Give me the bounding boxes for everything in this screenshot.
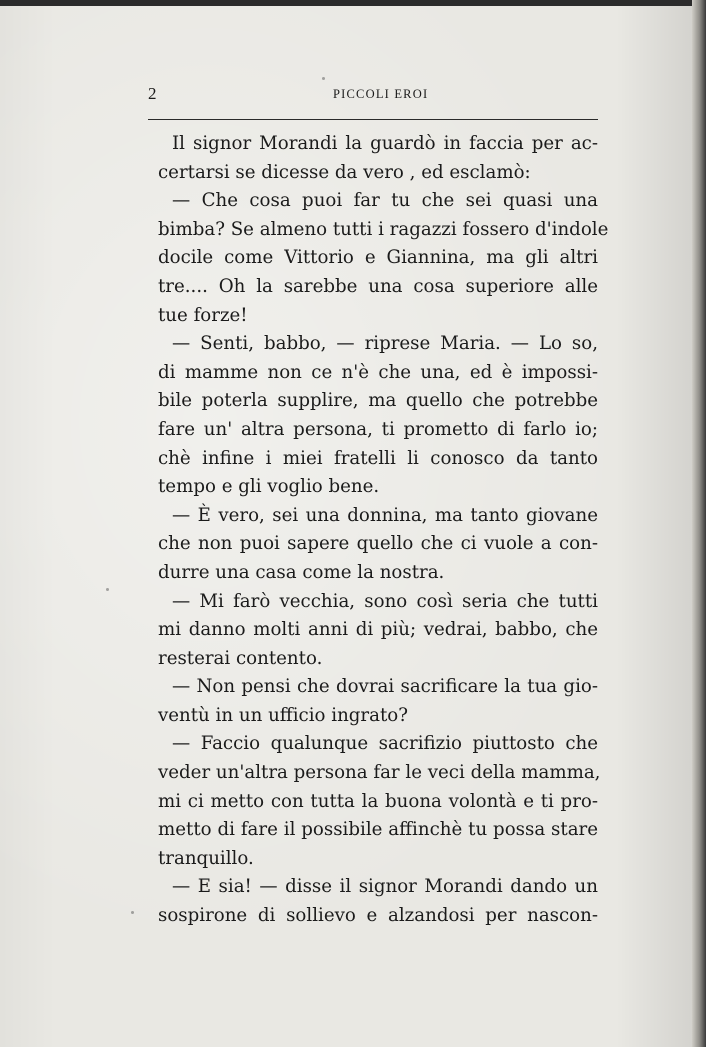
text-line: bimba? Se almeno tutti i ragazzi fossero d'indole xyxy=(158,218,609,240)
text-line: tue forze! xyxy=(158,304,248,326)
text-line: — Che cosa puoi far tu che sei quasi una xyxy=(172,190,598,212)
text-line: — Mi farò vecchia, sono così seria che tutti xyxy=(172,590,598,612)
text-line: veder un'altra persona far le veci della mamma, xyxy=(158,762,601,784)
text-line: — E sia! — disse il signor Morandi dando un xyxy=(172,876,598,898)
body-text xyxy=(158,130,609,931)
running-title: PICCOLI EROI xyxy=(333,87,429,101)
text-line: che non puoi sapere quello che ci vuole a con- xyxy=(158,533,598,555)
text-line: tempo e gli voglio bene. xyxy=(158,476,380,498)
header-rule xyxy=(148,119,598,120)
text-line: — Senti, babbo, — riprese Maria. — Lo so, xyxy=(172,333,598,355)
text-line: — È vero, sei una donnina, ma tanto giovane xyxy=(172,504,598,526)
text-line: di mamme non ce n'è che una, ed è impossi- xyxy=(158,361,598,383)
text-line: tre.... Oh la sarebbe una cosa superiore alle xyxy=(158,275,598,297)
text-line: ventù in un ufficio ingrato? xyxy=(158,704,408,726)
text-line: resterai contento. xyxy=(158,647,323,669)
text-line: durre una casa come la nostra. xyxy=(158,561,445,583)
text-line: fare un' altra persona, ti prometto di farlo io; xyxy=(158,418,598,440)
text-line: metto di fare il possibile affinchè tu possa stare xyxy=(158,819,598,841)
text-line: mi ci metto con tutta la buona volontà e ti pro- xyxy=(158,790,598,812)
book-page xyxy=(0,6,700,1047)
text-line: — Non pensi che dovrai sacrificare la tua gio- xyxy=(172,676,598,698)
text-line: certarsi se dicesse da vero , ed esclamò: xyxy=(158,161,531,183)
text-line: bile poterla supplire, ma quello che potrebbe xyxy=(158,390,598,412)
paper-speck xyxy=(106,588,109,591)
text-line: chè infine i miei fratelli li conosco da tanto xyxy=(158,447,598,469)
paper-speck xyxy=(131,911,134,914)
page-header xyxy=(148,84,598,108)
text-line: tranquillo. xyxy=(158,847,254,869)
text-line: mi danno molti anni di più; vedrai, babbo, che xyxy=(158,619,598,641)
page-number: 2 xyxy=(148,84,157,103)
text-line: sospirone di sollievo e alzandosi per nascon- xyxy=(158,905,598,927)
paper-speck xyxy=(322,77,325,80)
text-line: Il signor Morandi la guardò in faccia per ac- xyxy=(172,133,598,154)
text-line: docile come Vittorio e Giannina, ma gli altri xyxy=(158,247,598,269)
book-spine-edge xyxy=(692,0,706,1047)
text-line: — Faccio qualunque sacrifizio piuttosto che xyxy=(172,733,598,755)
